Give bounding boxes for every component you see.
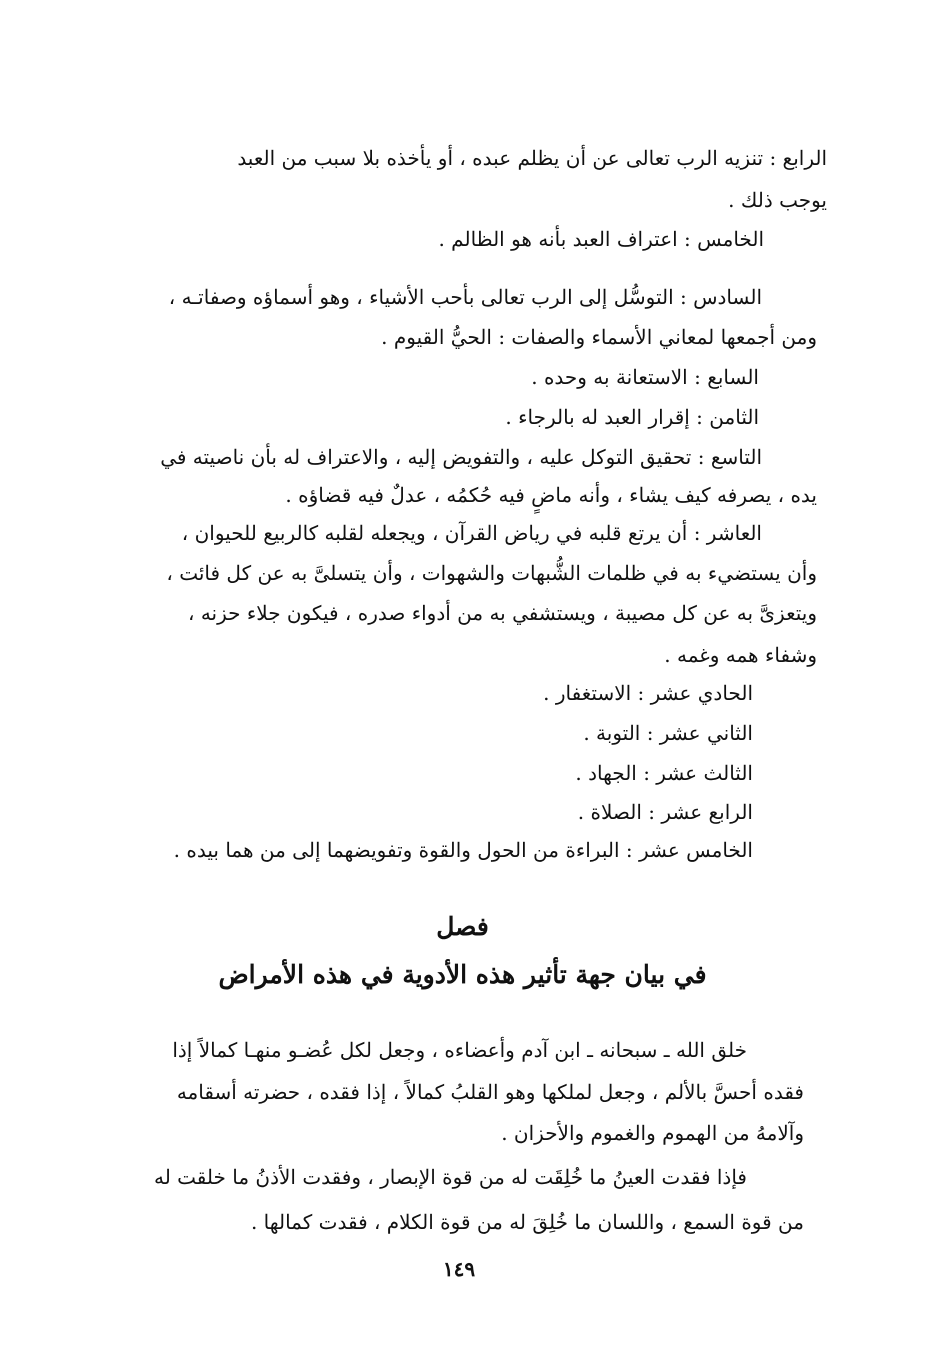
paragraph-2-line-1: فإذا فقدت العينُ ما خُلِقَت له من قوة الإبصار ، وفقدت الأذنُ ما خلقت له bbox=[153, 1165, 747, 1189]
list-item-4-line-2: يوجب ذلك . bbox=[728, 188, 827, 212]
list-item-6-line-1: السادس : التوسُّل إلى الرب تعالى بأحب الأشياء ، وهو أسماؤه وصفاتـه ، bbox=[168, 285, 762, 309]
section-subheading: في بيان جهة تأثير هذه الأدوية في هذه الأمراض bbox=[218, 960, 707, 989]
list-item-4-line-1: الرابع : تنزيه الرب تعالى عن أن يظلم عبده ، أو يأخذه بلا سبب من العبد bbox=[237, 146, 827, 170]
list-item-13: الثالث عشر : الجهاد . bbox=[575, 761, 753, 785]
list-item-14: الرابع عشر : الصلاة . bbox=[577, 800, 753, 824]
list-item-15: الخامس عشر : البراءة من الحول والقوة وتفويضهما إلى من هما بيده . bbox=[173, 838, 753, 862]
list-item-12: الثاني عشر : التوبة . bbox=[583, 721, 753, 745]
paragraph-2-line-2: من قوة السمع ، واللسان ما خُلِقَ له من قوة الكلام ، فقدت كمالها . bbox=[250, 1210, 804, 1234]
list-item-10-line-1: العاشر : أن يرتع قلبه في رياض القرآن ، ويجعله لقلبه كالربيع للحيوان ، bbox=[181, 521, 762, 545]
paragraph-1-line-3: وآلامهُ من الهموم والغموم والأحزان . bbox=[501, 1121, 804, 1145]
section-heading: فصل bbox=[436, 912, 489, 941]
list-item-6-line-2: ومن أجمعها لمعاني الأسماء والصفات : الحيُّ القيوم . bbox=[381, 325, 817, 349]
list-item-7: السابع : الاستعانة به وحده . bbox=[531, 365, 759, 389]
page-number: ١٤٩ bbox=[442, 1257, 476, 1281]
paragraph-1-line-1: خلق الله ـ سبحانه ـ ابن آدم وأعضاءه ، وجعل لكل عُضـو منهـا كمالاً إذا bbox=[172, 1038, 747, 1062]
list-item-8: الثامن : إقرار العبد له بالرجاء . bbox=[505, 405, 759, 429]
list-item-5: الخامس : اعتراف العبد بأنه هو الظالم . bbox=[438, 227, 764, 251]
paragraph-1-line-2: فقده أحسَّ بالألم ، وجعل لملكها وهو القلبُ كمالاً ، إذا فقده ، حضرته أسقامه bbox=[176, 1080, 804, 1104]
list-item-9-line-2: يده ، يصرفه كيف يشاء ، وأنه ماضٍ فيه حُكمُه ، عدلٌ فيه قضاؤه . bbox=[285, 483, 817, 507]
list-item-11: الحادي عشر : الاستغفار . bbox=[543, 681, 753, 705]
list-item-10-line-3: ويتعزىَّ به عن كل مصيبة ، ويستشفي به من أدواء صدره ، فيكون جلاء حزنه ، bbox=[188, 601, 817, 625]
list-item-9-line-1: التاسع : تحقيق التوكل عليه ، والتفويض إليه ، والاعتراف له بأن ناصيته في bbox=[160, 445, 762, 469]
list-item-10-line-4: وشفاء همه وغمه . bbox=[664, 643, 817, 667]
list-item-10-line-2: وأن يستضيء به في ظلمات الشُّبهات والشهوات ، وأن يتسلىَّ به عن كل فائت ، bbox=[166, 561, 817, 585]
